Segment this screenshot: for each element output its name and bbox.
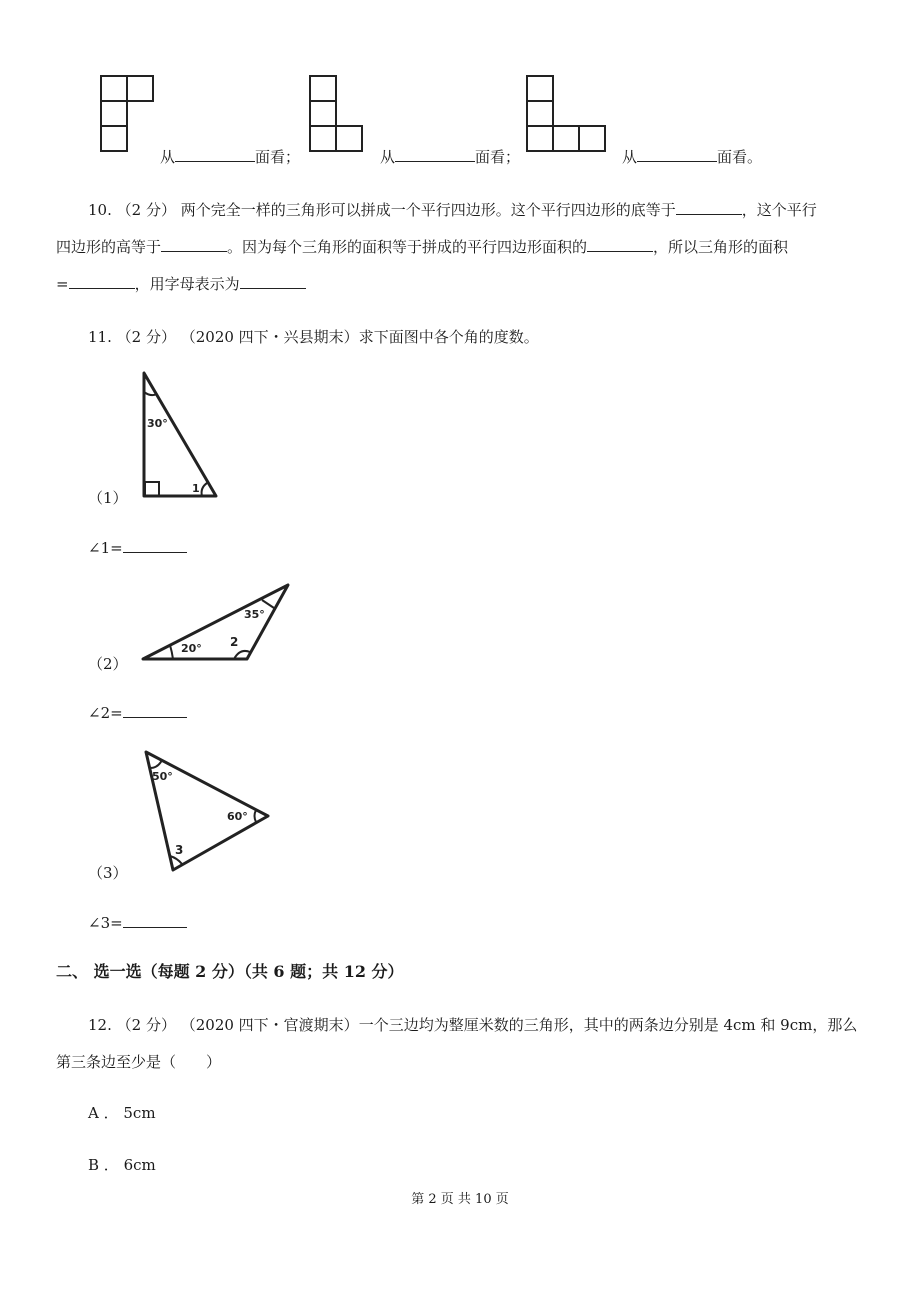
q10-blank-1[interactable] <box>676 200 742 215</box>
angle-1-label: ∠1= <box>88 539 123 557</box>
option-text: 5cm <box>123 1104 156 1122</box>
q10-blank-3[interactable] <box>587 237 653 252</box>
q11-line-1 <box>88 327 539 347</box>
view-face-label: 面看。 <box>717 148 763 166</box>
view-blank-1[interactable] <box>175 147 255 162</box>
view-blank-3[interactable] <box>637 147 717 162</box>
view-figure-3 <box>526 75 616 155</box>
q10-blank-4[interactable] <box>69 274 135 289</box>
q11-item-1-answer <box>88 538 187 558</box>
q11-item-1-label: （1） <box>88 489 128 507</box>
q10-text: ，用字母表示为 <box>134 275 240 293</box>
triangle-3-angle-given: 60° <box>227 810 248 823</box>
q12-source: （2020 四下・官渡期末） <box>180 1016 359 1034</box>
q11-item-2-answer <box>88 703 187 723</box>
option-text: 6cm <box>123 1156 156 1174</box>
q10-blank-2[interactable] <box>161 237 227 252</box>
q12-option-a[interactable]: A ． 5cm <box>88 1104 156 1122</box>
q12-line-2: 第三条边至少是（ ） <box>56 1053 222 1071</box>
option-letter: A <box>88 1104 99 1122</box>
q10-text: ，这个平行 <box>741 201 817 219</box>
q10-text: = <box>56 275 69 293</box>
triangle-1-angle-given: 30° <box>147 417 168 430</box>
triangle-2-angle-given: 20° <box>181 642 202 655</box>
q11-item-3-answer <box>88 913 187 933</box>
q11-text: 求下面图中各个角的度数。 <box>358 328 539 346</box>
q10-text: 。因为每个三角形的面积等于拼成的平行四边形面积的 <box>227 238 588 256</box>
angle-2-blank[interactable] <box>123 703 187 718</box>
angle-1-blank[interactable] <box>123 538 187 553</box>
q10-blank-5[interactable] <box>240 274 306 289</box>
view-figure-2 <box>309 75 369 155</box>
q12-score: （2 分） <box>116 1016 176 1034</box>
triangle-1-figure <box>140 370 230 500</box>
q12-line-1 <box>88 1015 857 1035</box>
triangle-2-figure <box>140 582 300 662</box>
triangle-2-angle-mark: 2 <box>230 635 239 649</box>
q11-item-2-label: （2） <box>88 655 128 673</box>
q10-text: 四边形的高等于 <box>56 238 162 256</box>
q10-line-1 <box>88 200 817 220</box>
view-face-label: 面看； <box>255 148 301 166</box>
triangle-2-angle-given: 35° <box>244 608 265 621</box>
q11-number: 11. <box>88 328 112 346</box>
triangle-1-angle-mark: 1 <box>192 482 200 495</box>
triangle-3-angle-mark: 3 <box>175 843 184 857</box>
triangle-3-angle-given: 50° <box>152 770 173 783</box>
q12-number: 12. <box>88 1016 112 1034</box>
q12-option-b[interactable]: B ． 6cm <box>88 1156 156 1174</box>
q11-item-3-label: （3） <box>88 864 128 882</box>
view-caption-1 <box>160 147 300 167</box>
angle-3-label: ∠3= <box>88 914 123 932</box>
q10-number: 10. <box>88 201 112 219</box>
view-blank-2[interactable] <box>395 147 475 162</box>
q11-score: （2 分） <box>116 328 176 346</box>
triangle-3-figure <box>140 748 280 878</box>
q10-text: ，所以三角形的面积 <box>653 238 789 256</box>
angle-3-blank[interactable] <box>123 913 187 928</box>
q10-score: （2 分） <box>116 201 176 219</box>
view-from-label: 从 <box>160 148 176 166</box>
view-caption-3 <box>622 147 762 167</box>
q10-line-3 <box>56 274 306 294</box>
view-figure-1 <box>100 75 160 155</box>
option-letter: B <box>88 1156 100 1174</box>
q10-line-2 <box>56 237 788 257</box>
view-face-label: 面看； <box>475 148 521 166</box>
section-2-title: 二、 选一选（每题 2 分）（共 6 题；共 12 分） <box>56 962 404 981</box>
q10-text: 两个完全一样的三角形可以拼成一个平行四边形。这个平行四边形的底等于 <box>180 201 676 219</box>
view-from-label: 从 <box>380 148 396 166</box>
view-from-label: 从 <box>622 148 638 166</box>
view-caption-2 <box>380 147 520 167</box>
angle-2-label: ∠2= <box>88 704 123 722</box>
q11-source: （2020 四下・兴县期末） <box>180 328 359 346</box>
q12-text: 一个三边均为整厘米数的三角形，其中的两条边分别是 4cm 和 9cm，那么 <box>358 1016 858 1034</box>
page-footer: 第 2 页 共 10 页 <box>411 1192 509 1207</box>
